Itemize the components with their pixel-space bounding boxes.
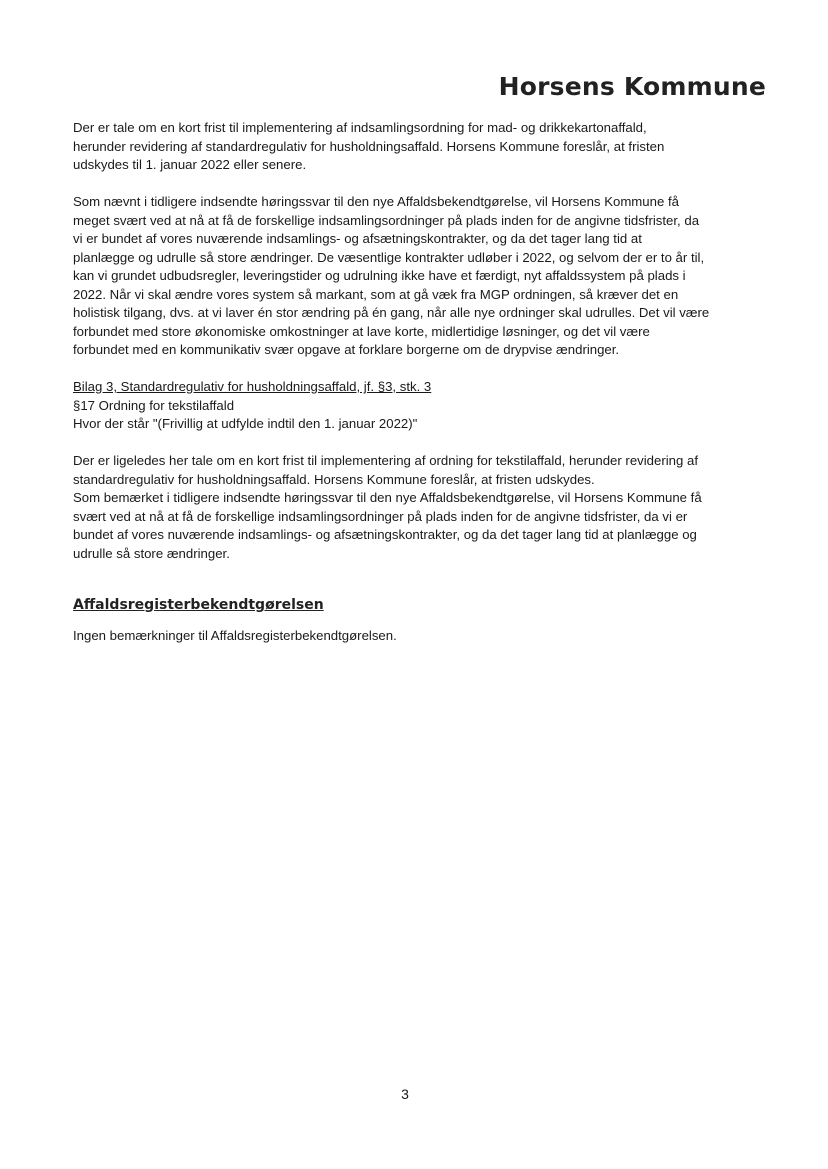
page-number: 3: [401, 1086, 409, 1102]
text-line: Der er tale om en kort frist til implementering af indsamlingsordning for mad- og drikkekartonaffald,: [73, 120, 647, 135]
horsens-kommune-logo: Horsens Kommune: [498, 72, 766, 101]
paragraph-contracts: [73, 193, 753, 360]
paragraph-textile: [73, 452, 753, 563]
text-line: bundet af vores nuværende indsamlings- og afsætningskontrakter, og da det tager lang tid at planlægge og: [73, 527, 697, 542]
text-line: forbundet med en kommunikativ svær opgave at forklare borgerne om de drypvise ændringer.: [73, 342, 620, 357]
text-line: Som bemærket i tidligere indsendte høringssvar til den nye Affaldsbekendtgørelse, vil Horsens Kommune få: [73, 490, 702, 505]
annex-quote: Hvor der står "(Frivillig at udfylde indtil den 1. januar 2022)": [73, 416, 418, 431]
annex-reference: [73, 378, 753, 434]
text-line: udrulle så store ændringer.: [73, 545, 230, 561]
text-line: vi er bundet af vores nuværende indsamlings- og afsætningskontrakter, og da det tager lang tid at: [73, 231, 642, 246]
annex-section: §17 Ordning for tekstilaffald: [73, 397, 235, 413]
annex-title: Bilag 3, Standardregulativ for husholdningsaffald, jf. §3, stk. 3: [73, 379, 432, 394]
section-heading: Affaldsregisterbekendtgørelsen: [73, 597, 324, 613]
text-line: udskydes til 1. januar 2022 eller senere.: [73, 157, 307, 172]
text-line: holistisk tilgang, dvs. at vi laver én stor ændring på én gang, når alle nye ordninger skal udrulles. Det vil være: [73, 305, 710, 320]
text-line: Der er ligeledes her tale om en kort frist til implementering af ordning for tekstilaffald, herunder revidering af: [73, 453, 699, 468]
text-line: 2022. Når vi skal ændre vores system så markant, som at gå væk fra MGP ordningen, så kræver det en: [73, 286, 679, 302]
paragraph-deadline-carton: [73, 119, 753, 175]
text-line: meget svært ved at nå at få de forskellige indsamlingsordninger på plads inden for de angivne tidsfrister, da: [73, 212, 700, 228]
text-line: svært ved at nå at få de forskellige indsamlingsordninger på plads inden for de angivne tidsfrister, da vi er: [73, 508, 688, 524]
text-line: Ingen bemærkninger til Affaldsregisterbekendtgørelsen.: [73, 627, 397, 643]
text-line: herunder revidering af standardregulativ for husholdningsaffald. Horsens Kommune foreslår, at fristen: [73, 138, 665, 154]
text-line: kan vi grundet udbudsregler, leveringstider og udrulning ikke have et færdigt, nyt affaldssystem på plads i: [73, 268, 686, 283]
text-line: Som nævnt i tidligere indsendte høringssvar til den nye Affaldsbekendtgørelse, vil Horsens Kommune få: [73, 194, 679, 209]
paragraph-no-remarks: [73, 627, 753, 646]
document-body: [73, 119, 753, 664]
text-line: planlægge og udrulle så store ændringer. De væsentlige kontrakter udløber i 2022, og selvom der er to år til,: [73, 249, 705, 265]
text-line: standardregulativ for husholdningsaffald. Horsens Kommune foreslår, at fristen udskydes.: [73, 471, 595, 487]
text-line: forbundet med store økonomiske omkostninger at lave korte, midlertidige løsninger, og det vil være: [73, 323, 650, 339]
